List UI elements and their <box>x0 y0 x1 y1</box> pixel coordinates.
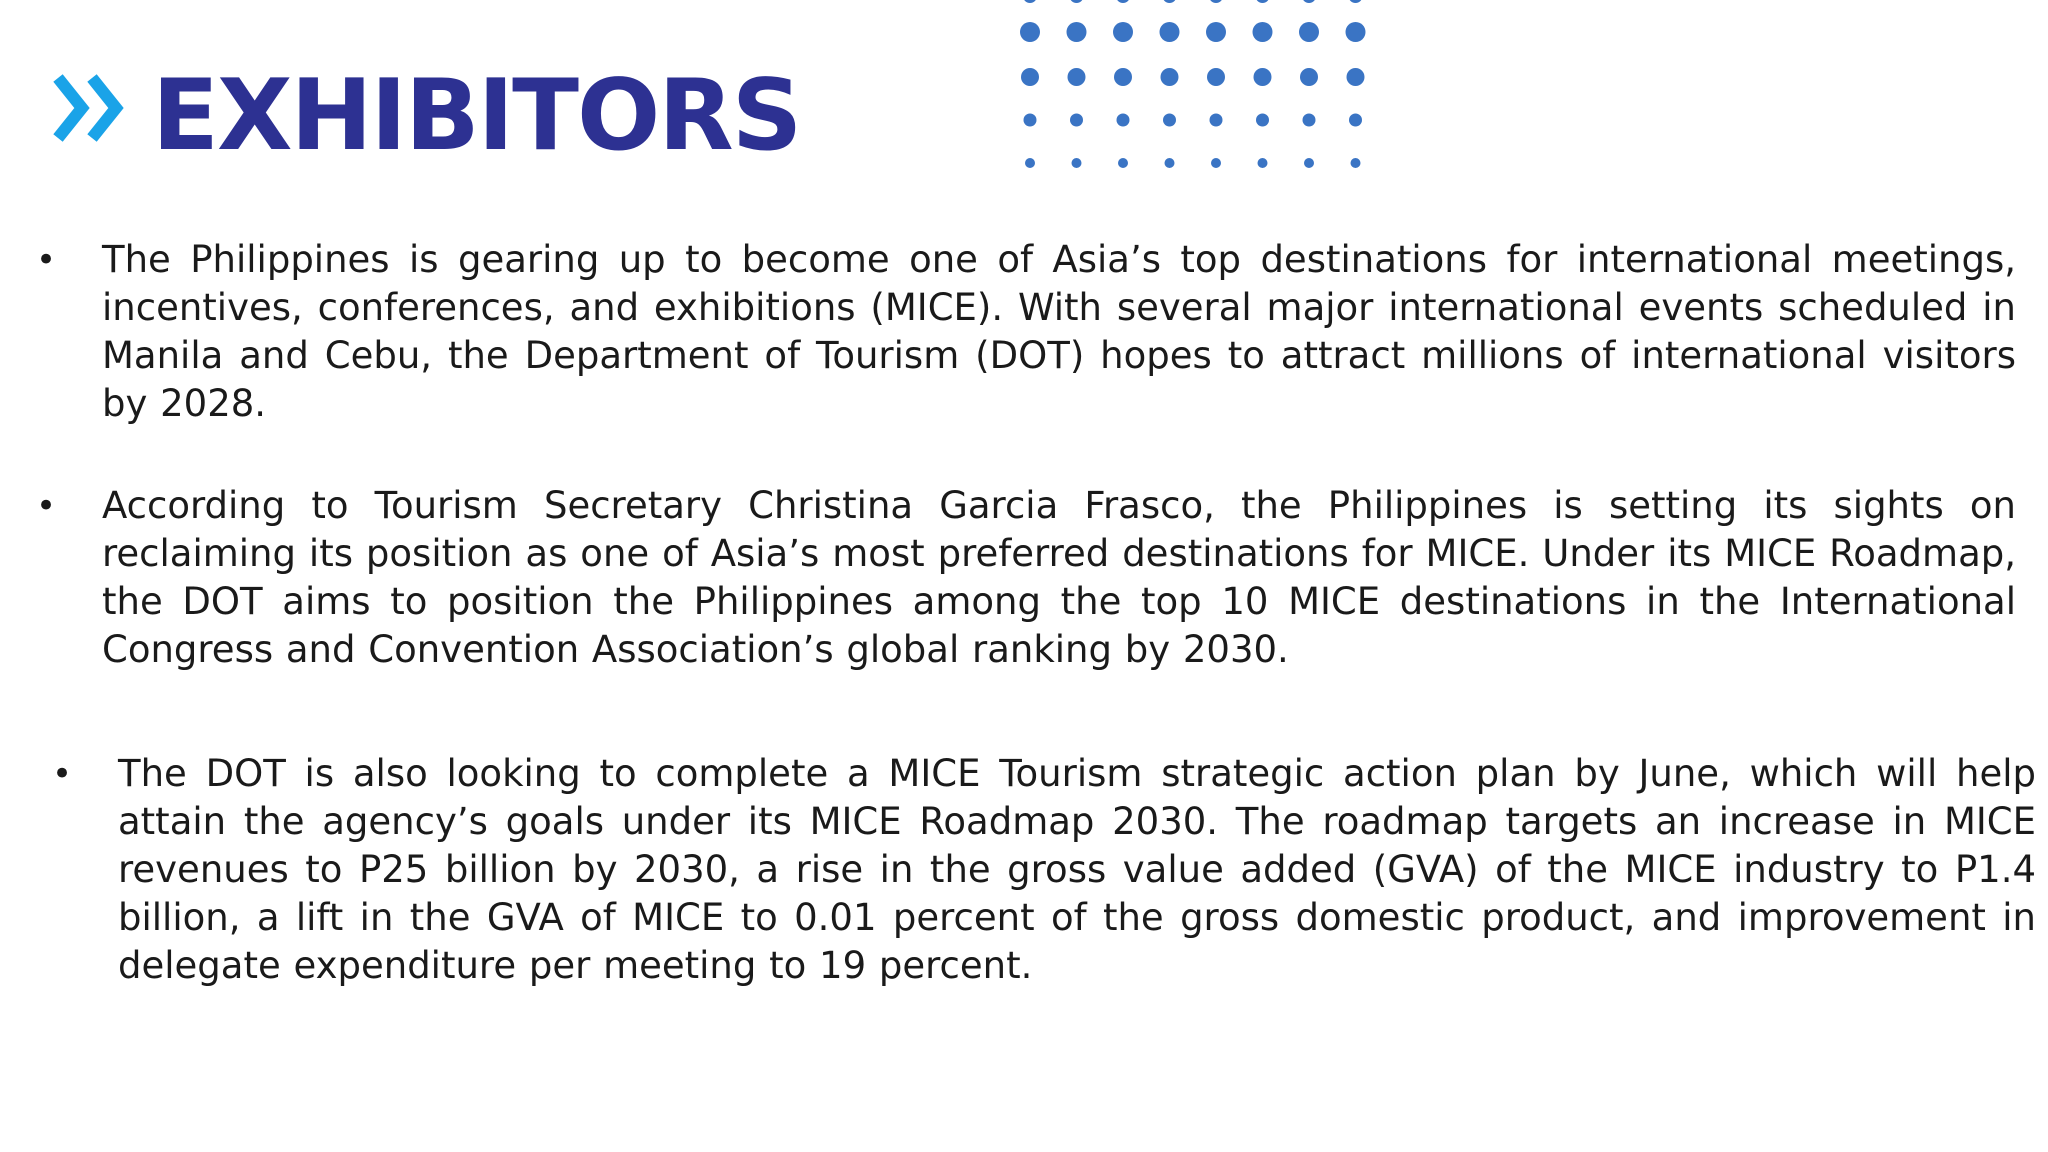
decor-dot <box>1302 0 1316 3</box>
decor-dot <box>1113 22 1133 42</box>
decor-dot <box>1165 158 1175 168</box>
decor-dot <box>1207 68 1225 86</box>
decor-dot <box>1256 114 1269 127</box>
decor-dot <box>1118 158 1128 168</box>
decor-dot <box>1020 22 1040 42</box>
decor-dot <box>1117 114 1130 127</box>
decor-dot <box>1299 22 1319 42</box>
decor-dot <box>1025 158 1035 168</box>
decor-dot <box>1023 0 1037 3</box>
decor-dot <box>1068 68 1086 86</box>
decor-dot <box>1116 0 1130 3</box>
decor-dot <box>1021 68 1039 86</box>
decor-dot <box>1347 68 1365 86</box>
decor-dot <box>1303 114 1316 127</box>
decor-dot <box>1349 0 1363 3</box>
decor-dot <box>1067 22 1087 42</box>
decor-dot <box>1304 158 1314 168</box>
double-chevron-right-icon <box>52 72 130 144</box>
decor-dot <box>1161 68 1179 86</box>
bullet-marker: • <box>52 754 73 794</box>
decor-dot <box>1024 114 1037 127</box>
bullet-text: The DOT is also looking to complete a MICE Tourism strategic action plan by June, which will help attain the agency’s goals under its MICE Roadmap 2030. The roadmap targets an increase in MICE revenues to P25 billion by 2030, a rise in the gross value added (GVA) of the MICE industry to P1.4 billion, a lift in the GVA of MICE to 0.01 percent of the gross domestic product, and improvement in delegate expenditure per meeting to 19 percent. <box>118 752 2036 987</box>
decor-dot <box>1254 68 1272 86</box>
decor-dot <box>1163 114 1176 127</box>
bullet-marker: • <box>36 486 57 526</box>
decor-dot <box>1206 22 1226 42</box>
decor-dot <box>1072 158 1082 168</box>
decor-dot <box>1070 114 1083 127</box>
bullet-text: According to Tourism Secretary Christina Garcia Frasco, the Philippines is setting its sights on reclaiming its position as one of Asia’s most preferred destinations for MICE. Under its MICE Roadmap, the DOT aims to position the Philippines among the top 10 MICE destinations in the International Congress and Convention Association’s global ranking by 2030. <box>102 484 2016 671</box>
decor-dot <box>1163 0 1177 3</box>
decor-dot <box>1211 158 1221 168</box>
decor-dot <box>1300 68 1318 86</box>
decor-dot <box>1351 158 1361 168</box>
decor-dot <box>1070 0 1084 3</box>
bullet-text: The Philippines is gearing up to become one of Asia’s top destinations for international meetings, incentives, conferences, and exhibitions (MICE). With several major international events scheduled in Manila and Cebu, the Department of Tourism (DOT) hopes to attract millions of international visitors by 2028. <box>102 238 2016 425</box>
decor-dot <box>1160 22 1180 42</box>
page-title: EXHIBITORS <box>152 59 801 173</box>
decor-dot <box>1209 0 1223 3</box>
decor-dot <box>1346 22 1366 42</box>
decor-dot <box>1349 114 1362 127</box>
decor-dot <box>1210 114 1223 127</box>
decor-dot <box>1114 68 1132 86</box>
decor-dot <box>1253 22 1273 42</box>
decor-dot <box>1256 0 1270 3</box>
bullet-marker: • <box>36 240 57 280</box>
decor-dot <box>1258 158 1268 168</box>
dot-grid-icon <box>1010 0 1390 180</box>
